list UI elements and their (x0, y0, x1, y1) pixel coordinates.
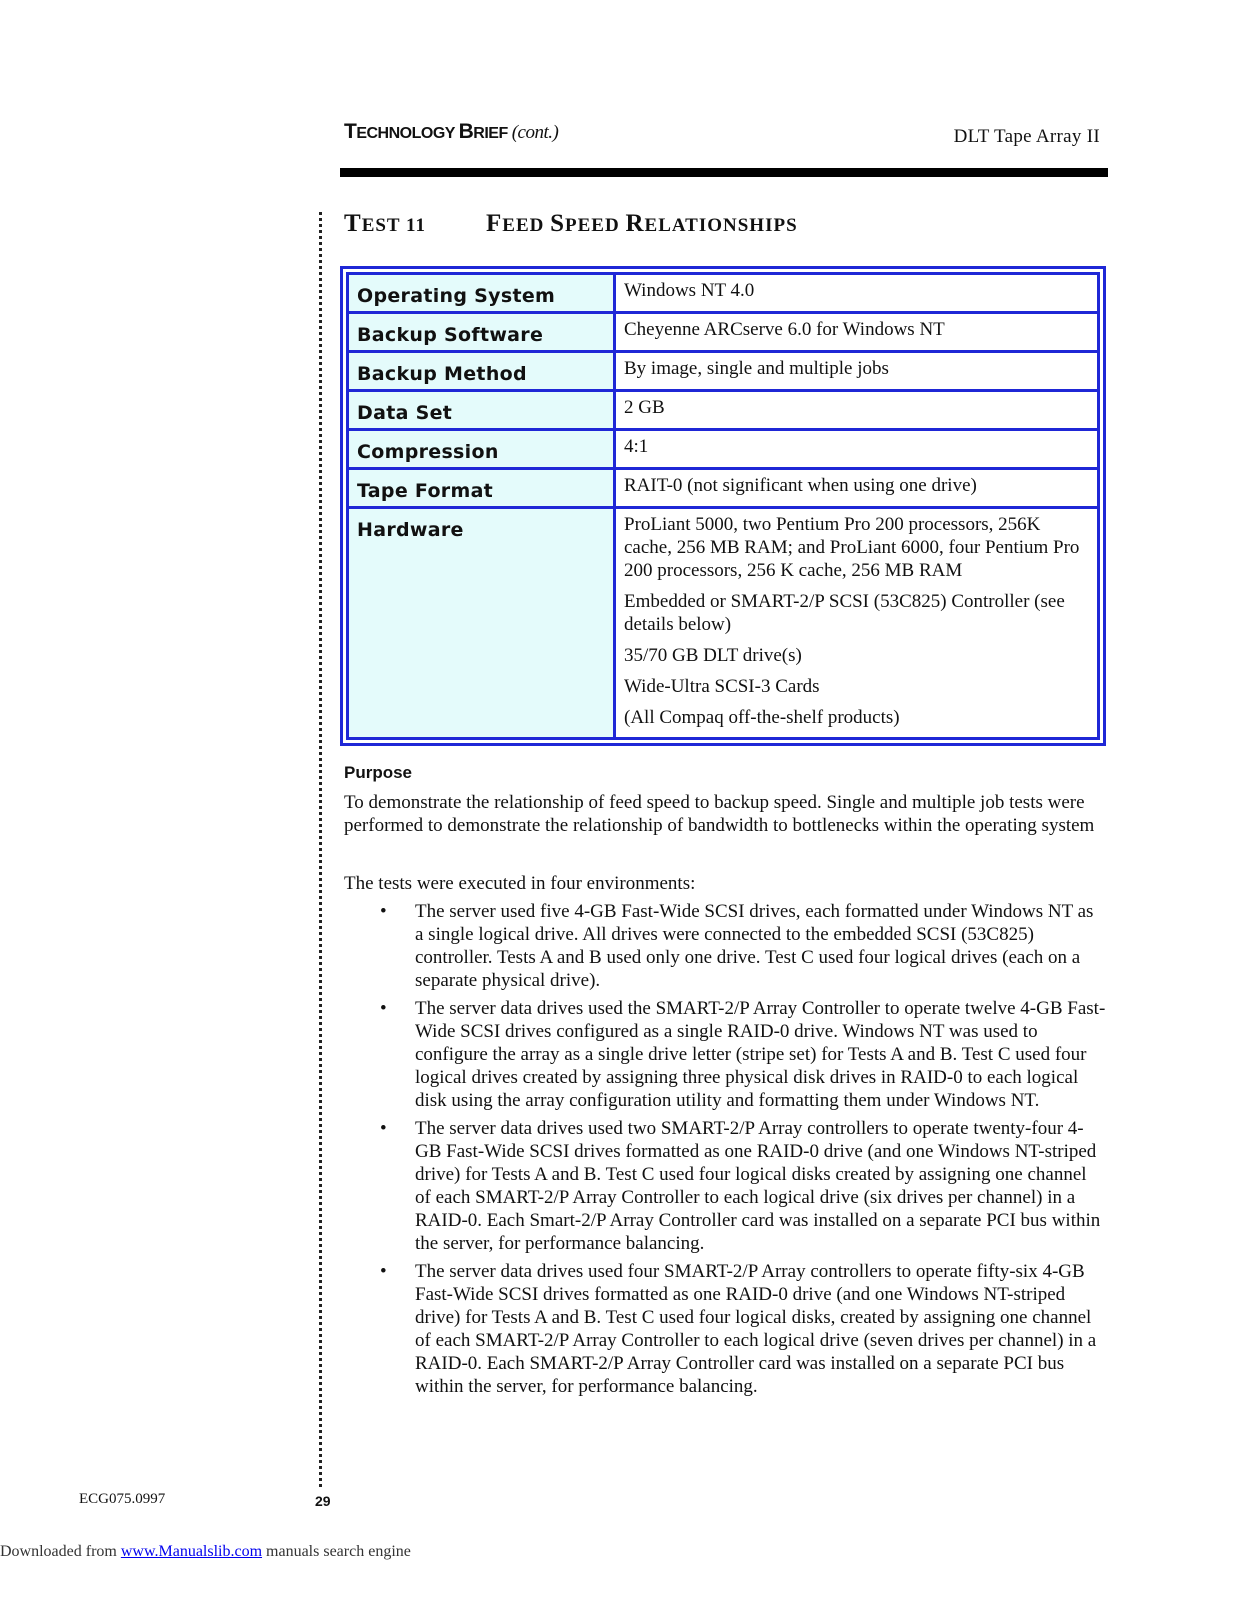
list-item-text: The server used five 4-GB Fast-Wide SCSI drives, each formatted under Windows NT as a single logical drive. All drives were connected to the embedded SCSI (53C825) controller. Tests A and B used only one drive. Test C used four logical drives (each on a separate physical drive). (415, 901, 1094, 991)
spec-label: Data Set (348, 391, 615, 430)
section-title-part: EED (502, 215, 551, 236)
download-prefix: Downloaded from (0, 1543, 121, 1560)
spec-value-line: ProLiant 5000, two Pentium Pro 200 processors, 256K cache, 256 MB RAM; and ProLiant 6000, four Pentium Pro 200 processors, 256 K cache, 256 MB RAM (624, 514, 1080, 581)
purpose-paragraph: To demonstrate the relationship of feed speed to backup speed. Single and multiple job tests were performed to demonstrate the relationship of bandwidth to bottlenecks within the operating system (344, 792, 1095, 836)
list-item (344, 997, 1106, 1112)
section-title (344, 210, 798, 238)
spec-value-line: Wide-Ultra SCSI-3 Cards (624, 676, 820, 697)
section-number-rest: EST 11 (361, 215, 426, 236)
purpose-heading: Purpose (344, 763, 413, 782)
header-title-cap: T (344, 120, 357, 143)
spec-value (615, 469, 1099, 508)
page-number: 29 (315, 1493, 331, 1509)
header-title-cap: B (458, 120, 474, 143)
header-title-part: RIEF (473, 125, 508, 142)
document-code: ECG075.0997 (79, 1491, 166, 1507)
table-row (348, 469, 1099, 508)
spec-value (615, 391, 1099, 430)
section-title-cap: S (550, 210, 566, 237)
list-item (344, 1260, 1106, 1398)
spec-label: Compression (348, 430, 615, 469)
section-title-part: PEED (565, 215, 626, 236)
spec-value-line: By image, single and multiple jobs (624, 358, 889, 379)
environments-intro: The tests were executed in four environments: (344, 873, 696, 894)
test-configuration-table (340, 266, 1106, 746)
list-item (344, 900, 1106, 992)
spec-value-line: Embedded or SMART-2/P SCSI (53C825) Controller (see details below) (624, 591, 1065, 635)
document-header-title (344, 120, 558, 144)
table-row (348, 391, 1099, 430)
document-header-product: DLT Tape Array II (953, 126, 1100, 147)
spec-value-line: 35/70 GB DLT drive(s) (624, 645, 802, 666)
spec-value-line: Windows NT 4.0 (624, 280, 755, 301)
table-row (348, 313, 1099, 352)
bullet-icon: • (380, 1261, 387, 1282)
bullet-icon: • (380, 1118, 387, 1139)
test-configuration-table-body (348, 274, 1099, 739)
section-title-part: ELATIONSHIPS (644, 215, 798, 236)
download-source-line (0, 1543, 411, 1561)
margin-dotted-line (319, 212, 322, 1487)
manualslib-link[interactable]: www.Manualslib.com (120, 1543, 263, 1560)
section-number-cap: T (344, 210, 362, 237)
spec-value (615, 508, 1099, 739)
table-row (348, 274, 1099, 313)
header-title-suffix: (cont.) (511, 122, 559, 143)
section-number (344, 210, 486, 238)
list-item-text: The server data drives used the SMART-2/P Array Controller to operate twelve 4-GB Fast-Wide SCSI drives configured as a single RAID-0 drive. Windows NT was used to configure the array as a single drive letter (stripe set) for Tests A and B. Test C used four logical drives created by assigning three physical disk drives in RAID-0 to each logical disk using the array configuration utility and formatting them under Windows NT. (415, 998, 1106, 1111)
spec-label: Backup Method (348, 352, 615, 391)
bullet-icon: • (380, 901, 387, 922)
spec-value-line: Cheyenne ARCserve 6.0 for Windows NT (624, 319, 945, 340)
spec-value (615, 313, 1099, 352)
table-row (348, 352, 1099, 391)
spec-value-line: RAIT-0 (not significant when using one drive) (624, 475, 977, 496)
spec-value (615, 430, 1099, 469)
list-item (344, 1117, 1106, 1255)
table-row (348, 430, 1099, 469)
spec-value (615, 352, 1099, 391)
spec-label: Hardware (348, 508, 615, 739)
environments-list (344, 900, 1106, 1403)
header-title-part: ECHNOLOGY (356, 125, 459, 142)
section-title-cap: R (625, 210, 645, 237)
list-item-text: The server data drives used two SMART-2/P Array controllers to operate twenty-four 4-GB Fast-Wide SCSI drives formatted as one RAID-0 drive (and one Windows NT-striped drive) for Tests A and B. Test C used four logical disks created by assigning one channel of each SMART-2/P Array Controller to each logical drive (six drives per channel) in a RAID-0. Each Smart-2/P Array Controller card was installed on a separate PCI bus within the server, for performance balancing. (415, 1118, 1101, 1254)
spec-value-line: 4:1 (624, 436, 649, 457)
bullet-icon: • (380, 998, 387, 1019)
spec-label: Backup Software (348, 313, 615, 352)
section-title-cap: F (486, 210, 503, 237)
spec-label: Operating System (348, 274, 615, 313)
spec-value-line: 2 GB (624, 397, 665, 418)
header-rule (340, 168, 1108, 177)
list-item-text: The server data drives used four SMART-2/P Array controllers to operate fifty-six 4-GB Fast-Wide SCSI drives formatted as one RAID-0 drive (and one Windows NT-striped drive) for Tests A and B. Test C used four logical disks, created by assigning one channel of each SMART-2/P Array Controller to each logical drive (seven drives per channel) in a RAID-0. Each SMART-2/P Array Controller card was installed on a separate PCI bus within the server, for performance balancing. (415, 1261, 1097, 1397)
spec-value-line: (All Compaq off-the-shelf products) (624, 707, 900, 728)
spec-value (615, 274, 1099, 313)
download-suffix: manuals search engine (262, 1543, 411, 1560)
spec-label: Tape Format (348, 469, 615, 508)
table-row (348, 508, 1099, 739)
